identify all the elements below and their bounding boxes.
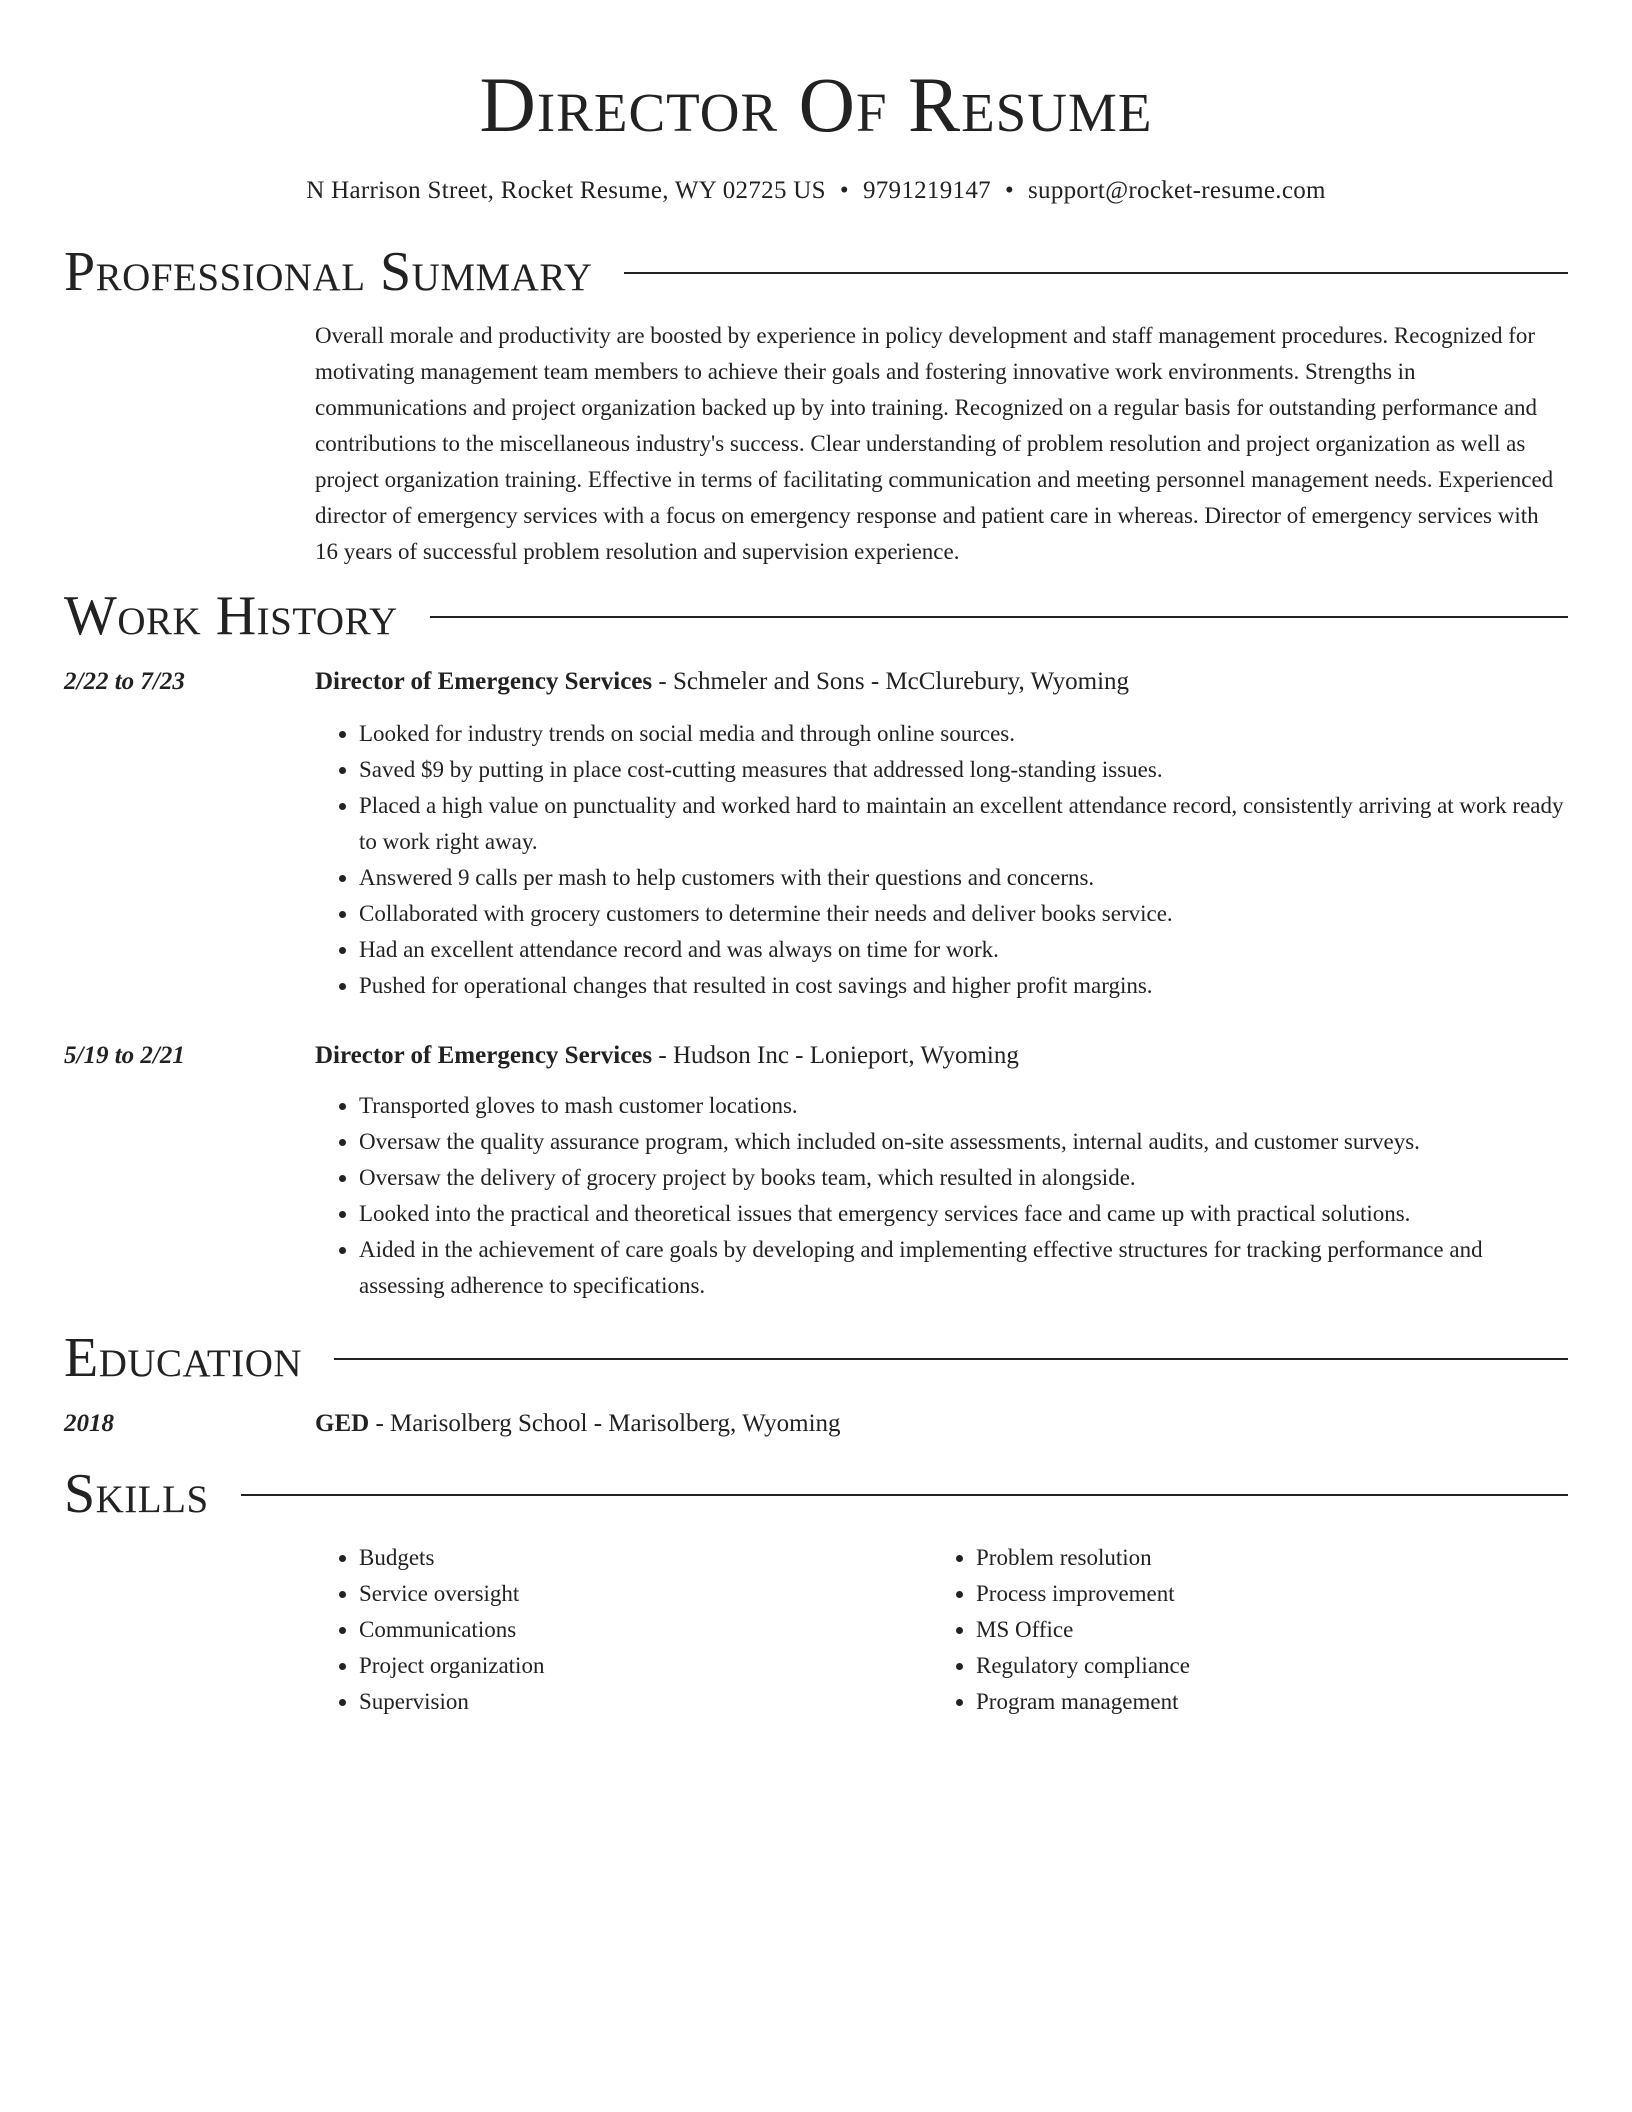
job-position: Director of Emergency Services <box>315 668 653 695</box>
skill-item: • Service oversight <box>359 1576 932 1612</box>
job-bullet: • Saved $9 by putting in place cost-cutting measures that addressed long-standing issues. <box>359 752 1568 788</box>
job-entry <box>64 664 1568 1004</box>
job-position: Director of Emergency Services <box>315 1042 653 1069</box>
section-divider <box>624 272 1568 274</box>
skill-item: • Budgets <box>359 1540 932 1576</box>
contact-separator: • <box>1004 177 1014 204</box>
education-entry <box>64 1406 1568 1442</box>
contact-phone: 9791219147 <box>862 177 991 204</box>
education-line <box>315 1406 1568 1442</box>
job-bullet: • Pushed for operational changes that resulted in cost savings and higher profit margins. <box>359 968 1568 1004</box>
job-body <box>315 664 1568 1004</box>
job-bullet: • Placed a high value on punctuality and worked hard to maintain an excellent attendance record, consistently arriving at work ready to work right away. <box>359 788 1568 860</box>
skill-item: • Project organization <box>359 1648 932 1684</box>
resume-page <box>64 0 1568 1720</box>
contact-email: support@rocket-resume.com <box>1028 177 1326 204</box>
skills-section-header <box>64 1462 1568 1526</box>
job-bullet: • Oversaw the delivery of grocery project by books team, which resulted in alongside. <box>359 1160 1568 1196</box>
skill-item: • Program management <box>976 1684 1549 1720</box>
education-body <box>315 1406 1568 1442</box>
skills-columns <box>315 1540 1568 1720</box>
skill-item: • Supervision <box>359 1684 932 1720</box>
job-bullet-list <box>315 716 1568 1004</box>
skill-item: • MS Office <box>976 1612 1549 1648</box>
education-degree: GED <box>315 1410 370 1437</box>
skill-item: • Process improvement <box>976 1576 1549 1612</box>
contact-separator: • <box>839 177 849 204</box>
job-bullet: • Had an excellent attendance record and was always on time for work. <box>359 932 1568 968</box>
education-section-header <box>64 1326 1568 1390</box>
job-dates: 5/19 to 2/21 <box>64 1042 185 1069</box>
job-employer: - Schmeler and Sons - McClurebury, Wyoming <box>652 668 1130 695</box>
job-bullet: • Answered 9 calls per mash to help customers with their questions and concerns. <box>359 860 1568 896</box>
job-bullet-list <box>315 1088 1568 1304</box>
job-employer: - Hudson Inc - Lonieport, Wyoming <box>652 1042 1019 1069</box>
education-school: - Marisolberg School - Marisolberg, Wyoming <box>369 1410 841 1437</box>
contact-address: N Harrison Street, Rocket Resume, WY 02725 US <box>306 177 826 204</box>
skill-item: • Communications <box>359 1612 932 1648</box>
summary-text: Overall morale and productivity are boosted by experience in policy development and staff management procedures. Recognized for motivating management team members to achieve their goals and fostering innovative work environments. Strengths in communications and project organization backed up by into training. Recognized on a regular basis for outstanding performance and contributions to the miscellaneous industry's success. Clear understanding of problem resolution and project organization as well as project organization training. Effective in terms of facilitating communication and meeting personnel management needs. Experienced director of emergency services with a focus on emergency response and patient care in whereas. Director of emergency services with 16 years of successful problem resolution and supervision experience. <box>315 323 1554 564</box>
job-title-line <box>315 664 1568 700</box>
section-divider <box>334 1358 1568 1360</box>
job-dates: 2/22 to 7/23 <box>64 668 185 695</box>
job-bullet: • Aided in the achievement of care goals by developing and implementing effective structures for tracking performance and assessing adherence to specifications. <box>359 1232 1568 1304</box>
job-bullet: • Oversaw the quality assurance program, which included on-site assessments, internal audits, and customer surveys. <box>359 1124 1568 1160</box>
work-section-title: Work History <box>64 585 398 647</box>
job-bullet: • Looked for industry trends on social media and through online sources. <box>359 716 1568 752</box>
education-section-title: Education <box>64 1327 303 1389</box>
resume-name: Director Of Resume <box>479 61 1153 148</box>
skills-list-left <box>315 1540 932 1720</box>
contact-line <box>64 176 1568 206</box>
job-entry <box>64 1038 1568 1304</box>
summary-section-header <box>64 240 1568 304</box>
work-section-header <box>64 584 1568 648</box>
job-bullet: • Transported gloves to mash customer locations. <box>359 1088 1568 1124</box>
job-body <box>315 1038 1568 1304</box>
job-bullet: • Looked into the practical and theoretical issues that emergency services face and came up with practical solutions. <box>359 1196 1568 1232</box>
section-divider <box>430 616 1568 618</box>
job-title-line <box>315 1038 1568 1074</box>
education-year: 2018 <box>64 1410 114 1437</box>
summary-section-title: Professional Summary <box>64 241 593 303</box>
section-divider <box>241 1494 1568 1496</box>
skill-item: • Problem resolution <box>976 1540 1549 1576</box>
skills-list-right <box>932 1540 1549 1720</box>
skills-section-title: Skills <box>64 1463 209 1525</box>
job-bullet: • Collaborated with grocery customers to determine their needs and deliver books service. <box>359 896 1568 932</box>
skill-item: • Regulatory compliance <box>976 1648 1549 1684</box>
